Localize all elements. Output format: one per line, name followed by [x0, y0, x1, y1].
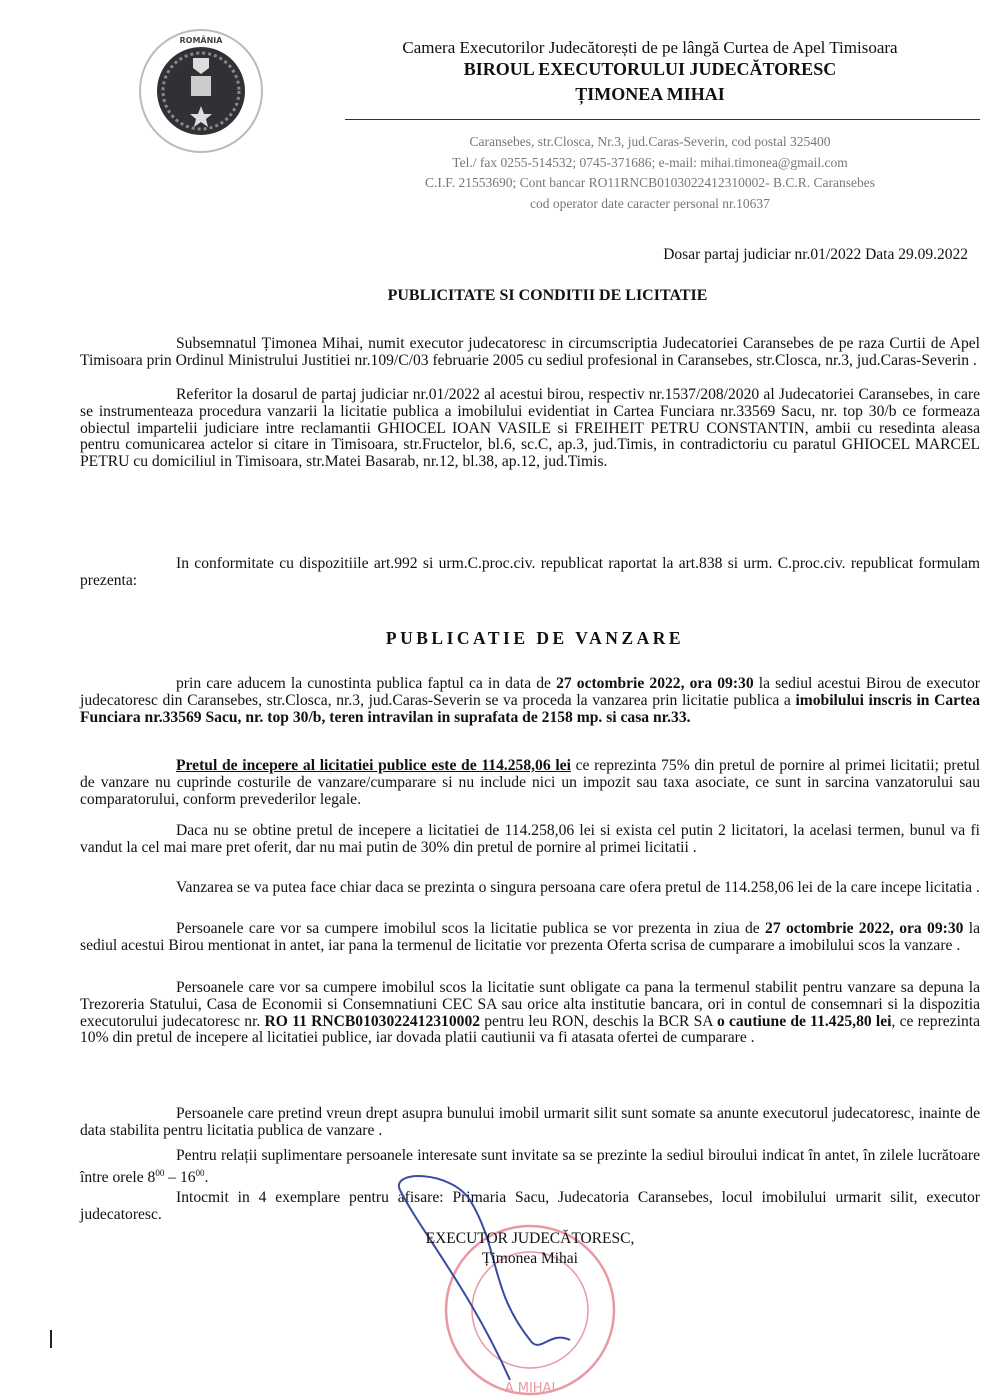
intro-paragraph: In conformitate cu dispozitiile art.992 si urm.C.proc.civ. republicat raportat la art.838 si urm. C.proc.civ. republicat formulam prezenta:: [80, 555, 980, 589]
svg-text:A MIHAI: A MIHAI: [504, 1381, 556, 1396]
body-paragraph: [80, 758, 980, 808]
office-name: BIROUL EXECUTORULUI JUDECĂTORESC: [463, 59, 837, 79]
scan-margin-mark: [50, 1330, 52, 1348]
body-paragraph: Daca nu se obtine pretul de incepere a licitatiei de 114.258,06 lei si exista cel putin 2 licitatori, la acelasi termen, bunul va fi vandut la cel mai mare pret oferit, dar nu mai putin de 30% din pretul de pornire al primei licitatii .: [80, 822, 980, 856]
union-logo-seal: [138, 28, 264, 154]
intro-paragraph: Referitor la dosarul de partaj judiciar nr.01/2022 al acestui birou, respectiv nr.1537/208/2020 al Judecatoriei Caransebes, in care se instrumenteaza procedura vanzarii la licitatie publica a imobilului evidentiat in Cartea Funciara nr.33569 Sacu, nr. top 30/b ce formeaza obiectul impartelii judiciare intre reclamantii GHIOCEL IOAN VASILE si FREIHEIT PETRU CONSTANTIN, ambii cu resedinta aleasa pentru comunicarea actelor si citare in Timisoara, str.Fructelor, bl.6, sc.C, ap.3, jud.Timis, in contradictoriu cu paratul GHIOCEL MARCEL PETRU cu domiciliul in Timisoara, str.Matei Basarab, nr.12, bl.38, ap.12, jud.Timis.: [80, 386, 980, 471]
deposit-amount: o cautiune de 11.425,80 lei: [716, 1012, 892, 1030]
bank-account: RO 11 RNCB0103022412310002: [264, 1012, 481, 1030]
hours-end: 16: [179, 1168, 196, 1186]
text: , ce reprezinta 10% din pretul de incepere al licitatiei publice, iar dovada platii cautiunii va fi atasata ofertei de cumparare .: [80, 1012, 980, 1047]
text: –: [164, 1168, 180, 1186]
property-description: imobilului inscris in Cartea Funciara nr.33569 Sacu, nr. top 30/b, teren intravilan in suprafata de 2158 mp. si casa nr.33.: [80, 691, 981, 726]
chamber-name: Camera Executorilor Judecătorești de pe lângă Curtea de Apel Timisoara: [402, 38, 898, 57]
text: la sediul acestui Birou mentionat in antet, iar pana la termenul de licitatie vor prezenta Oferta scrisa de cumparare a imobilului scos la vanzare .: [80, 920, 980, 954]
text: la sediul acestui Birou de executor judecatoresc din Caransebes, str.Closca, nr.3, jud.Caras-Severin se va proceda la vanzarea prin licitatie publica a: [80, 675, 980, 709]
body-paragraph: [80, 921, 980, 955]
body-paragraph: Vanzarea se va putea face chiar daca se prezinta o singura persoana care ofera pretul de 114.258,06 lei de la care incepe licitatia .: [176, 879, 980, 896]
text: pentru leu RON, deschis la BCR SA: [480, 1012, 717, 1030]
body-paragraph: [80, 980, 980, 1047]
signature-block: [380, 1229, 680, 1269]
auction-date: 27 octombrie 2022, ora 09:30: [765, 920, 964, 937]
executor-name: ȚIMONEA MIHAI: [575, 84, 725, 104]
contact-block: [330, 132, 970, 214]
signer-name: Țimonea Mihai: [482, 1250, 578, 1267]
signer-role: EXECUTOR JUDECĂTORESC,: [425, 1230, 635, 1247]
text: Persoanele care vor sa cumpere imobilul scos la licitatie publica se vor prezenta in ziua de: [176, 920, 766, 937]
hours-start: 8: [147, 1168, 156, 1186]
body-paragraph: Persoanele care pretind vreun drept asupra bunului imobil urmarit silit sunt somate sa anunte executorul judecatoresc, inainte de data stabilita pentru licitatia publica de vanzare .: [80, 1105, 980, 1139]
text: prin care aducem la cunostinta publica faptul ca in data de: [176, 675, 557, 692]
header-divider: [345, 119, 980, 120]
starting-price: Pretul de incepere al licitatiei publice este de 114.258,06 lei: [176, 757, 571, 774]
text: Persoanele care vor sa cumpere imobilul scos la licitatie sunt obligate ca pana la termenul stabilit pentru vanzare sa depuna la Trezoreria Statului, Casa de Economii si Consemnatiuni CEC SA sau orice alta institutie bancara, ori in contul de consemnari si la dispozitia executorului judecatoresc nr.: [80, 979, 980, 1030]
hours-end-minutes: 00: [195, 1167, 205, 1178]
text: .: [204, 1168, 209, 1186]
auction-date: 27 octombrie 2022, ora 09:30: [556, 675, 754, 692]
address-line: Caransebes, str.Closca, Nr.3, jud.Caras-Severin, cod postal 325400: [469, 134, 831, 149]
text: ce reprezinta 75% din pretul de pornire al primei licitatii; pretul de vanzare nu cuprinde costurile de vanzare/cumparare si nu include nici un impozit sau taxa asociate, ce sunt in sarcina vanzatorului sau comparatorului, conform prevederilor legale.: [80, 757, 980, 808]
body-paragraph: Intocmit in 4 exemplare pentru afisare: Primaria Sacu, Judecatoria Caransebes, locul imobilului urmarit silit, executor judecatoresc.: [80, 1189, 980, 1223]
handwritten-signature: [300, 1170, 700, 1400]
intro-paragraph: Subsemnatul Țimonea Mihai, numit executor judecatoresc in circumscriptia Judecatoriei Caransebes de pe raza Curtii de Apel Timisoara prin Ordinul Ministrului Justitiei nr.109/C/03 februarie 2005 cu sediul profesional in Caransebes, str.Closca, nr.3, jud.Caras-Severin .: [80, 335, 980, 369]
operator-line: cod operator date caracter personal nr.10637: [530, 195, 770, 211]
hours-start-minutes: 00: [155, 1167, 165, 1178]
text: Pentru relații suplimentare persoanele interesate sunt invitate sa se prezinte la sediul biroului indicat în antet, în zilele lucrătoare între orele: [80, 1147, 980, 1186]
section-title: PUBLICATIE DE VANZARE: [385, 628, 685, 648]
phone-email-line: Tel./ fax 0255-514532; 0745-371686; e-mail: mihai.timonea@gmail.com: [452, 154, 848, 170]
document-title: PUBLICITATE SI CONDITII DE LICITATIE: [387, 287, 708, 304]
svg-text:ROMÂNIA: ROMÂNIA: [179, 36, 223, 45]
bank-line: C.I.F. 21553690; Cont bancar RO11RNCB0103022412310002- B.C.R. Caransebes: [425, 175, 875, 190]
file-number-date: Dosar partaj judiciar nr.01/2022 Data 29.09.2022: [663, 246, 968, 263]
body-paragraph: [80, 676, 980, 726]
